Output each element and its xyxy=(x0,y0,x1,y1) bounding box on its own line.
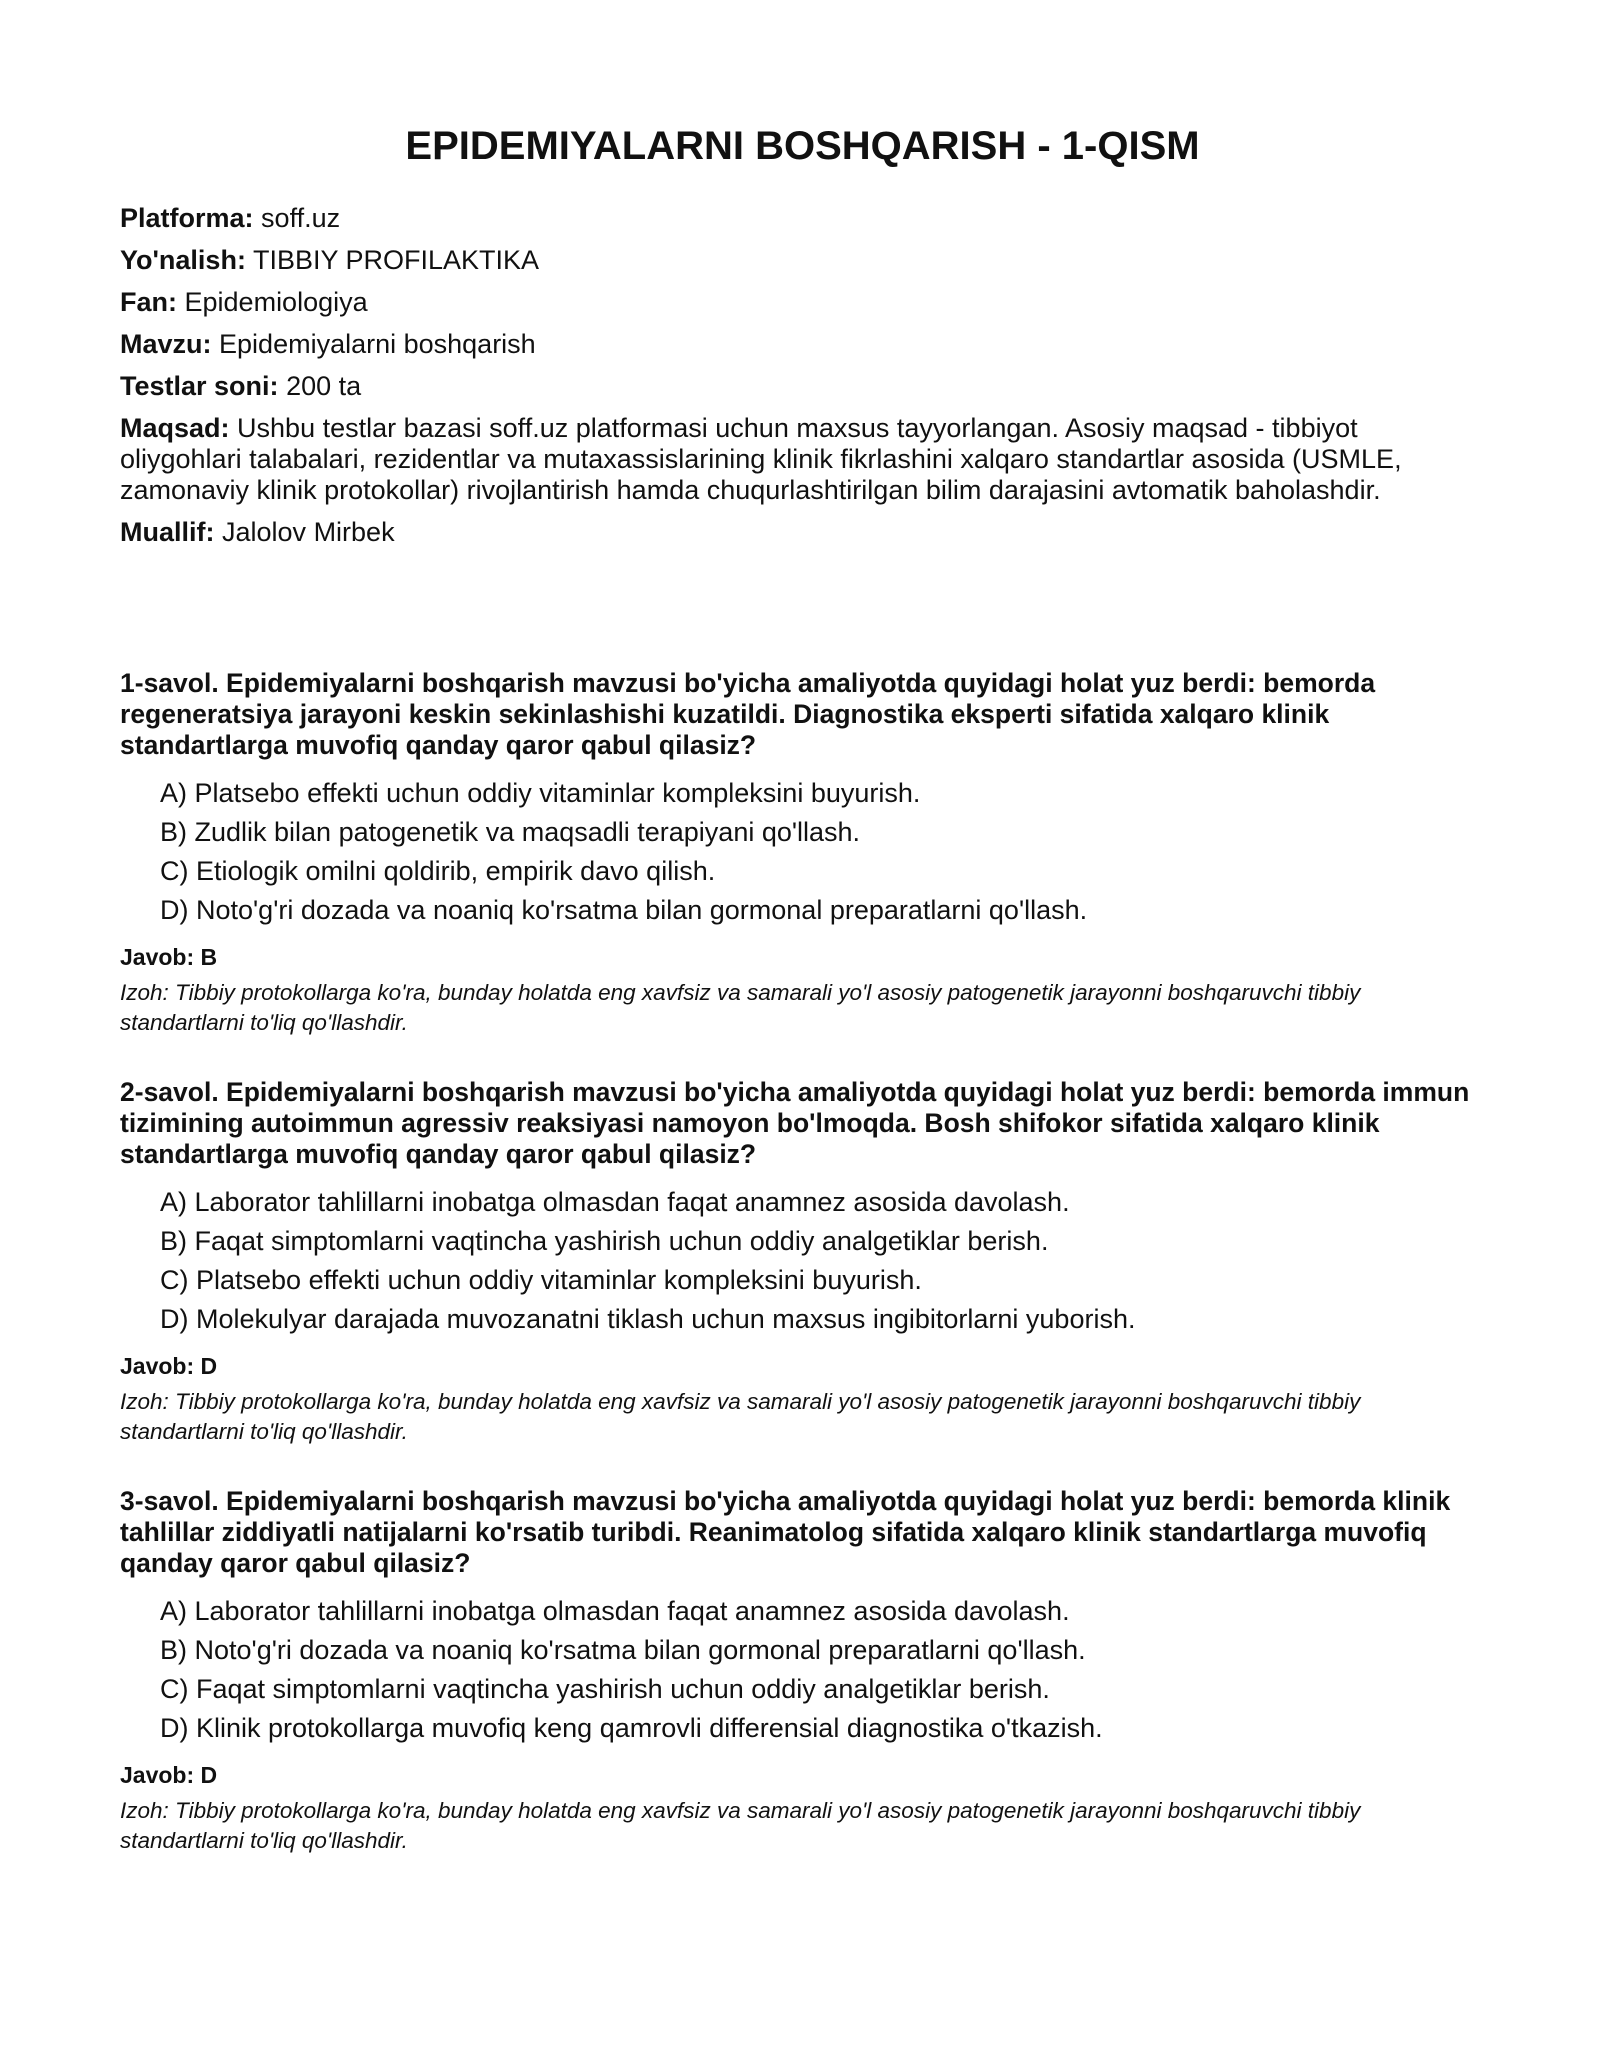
meta-value: TIBBIY PROFILAKTIKA xyxy=(252,245,540,275)
options-list xyxy=(120,1592,1485,1748)
meta-key: Yo'nalish: xyxy=(120,245,246,275)
meta-value: 200 ta xyxy=(286,371,362,401)
meta-yonalish xyxy=(120,245,1485,276)
option-b: B) Noto'g'ri dozada va noaniq ko'rsatma bilan gormonal preparatlarni qo'llash. xyxy=(160,1635,1086,1665)
meta-key: Maqsad: xyxy=(120,413,230,443)
option-b: B) Zudlik bilan patogenetik va maqsadli terapiyani qo'llash. xyxy=(160,817,861,847)
questions-list xyxy=(120,668,1485,1895)
question-text: 1-savol. Epidemiyalarni boshqarish mavzusi bo'yicha amaliyotda quyidagi holat yuz berdi: bemorda regeneratsiya jarayoni keskin sekinlashishi kuzatildi. Diagnostika eksperti sifatida xalqaro klinik standartlarga muvofiq qanday qaror qabul qilasiz? xyxy=(120,668,1376,760)
meta-maqsad xyxy=(120,413,1485,506)
meta-mavzu xyxy=(120,329,1485,360)
meta-value: Epidemiyalarni boshqarish xyxy=(219,329,536,359)
meta-value: Jalolov Mirbek xyxy=(222,517,395,547)
answer-label: Javob: D xyxy=(120,1353,218,1379)
meta-key: Fan: xyxy=(120,287,177,317)
option-d: D) Noto'g'ri dozada va noaniq ko'rsatma bilan gormonal preparatlarni qo'llash. xyxy=(160,895,1088,925)
meta-key: Mavzu: xyxy=(120,329,212,359)
question-block xyxy=(120,1486,1485,1895)
options-list xyxy=(120,1183,1485,1339)
option-a: A) Platsebo effekti uchun oddiy vitaminlar kompleksini buyurish. xyxy=(160,778,921,808)
explanation-note: Izoh: Tibbiy protokollarga ko'ra, bunday holatda eng xavfsiz va samarali yo'l asosiy patogenetik jarayonni boshqaruvchi tibbiy standartlarni to'liq qo'llashdir. xyxy=(120,980,1361,1035)
option-b: B) Faqat simptomlarni vaqtincha yashirish uchun oddiy analgetiklar berish. xyxy=(160,1226,1049,1256)
answer-label: Javob: B xyxy=(120,944,218,970)
answer-label: Javob: D xyxy=(120,1762,218,1788)
option-c: C) Faqat simptomlarni vaqtincha yashirish uchun oddiy analgetiklar berish. xyxy=(160,1674,1050,1704)
question-text: 3-savol. Epidemiyalarni boshqarish mavzusi bo'yicha amaliyotda quyidagi holat yuz berdi: bemorda klinik tahlillar ziddiyatli natijalarni ko'rsatib turibdi. Reanimatolog sifatida xalqaro klinik standartlarga muvofiq qanday qaror qabul qilasiz? xyxy=(120,1486,1451,1578)
meta-key: Platforma: xyxy=(120,203,254,233)
meta-muallif xyxy=(120,517,1485,548)
options-list xyxy=(120,774,1485,930)
option-a: A) Laborator tahlillarni inobatga olmasdan faqat anamnez asosida davolash. xyxy=(160,1596,1070,1626)
option-c: C) Etiologik omilni qoldirib, empirik davo qilish. xyxy=(160,856,716,886)
question-text: 2-savol. Epidemiyalarni boshqarish mavzusi bo'yicha amaliyotda quyidagi holat yuz berdi: bemorda immun tizimining autoimmun agressiv reaksiyasi namoyon bo'lmoqda. Bosh shifokor sifatida xalqaro klinik standartlarga muvofiq qanday qaror qabul qilasiz? xyxy=(120,1077,1470,1169)
document-title: EPIDEMIYALARNI BOSHQARISH - 1-QISM xyxy=(405,124,1200,168)
meta-value: Epidemiologiya xyxy=(184,287,368,317)
meta-fan xyxy=(120,287,1485,318)
metadata-section xyxy=(120,203,1485,559)
question-block xyxy=(120,668,1485,1077)
meta-value: Ushbu testlar bazasi soff.uz platformasi uchun maxsus tayyorlangan. Asosiy maqsad - tibbiyot oliygohlari talabalari, rezidentlar va mutaxassislarining klinik fikrlashini xalqaro standartlar asosida (USMLE, zamonaviy klinik protokollar) rivojlantirish hamda chuqurlashtirilgan bilim darajasini avtomatik baholashdir. xyxy=(120,413,1402,505)
explanation-note: Izoh: Tibbiy protokollarga ko'ra, bunday holatda eng xavfsiz va samarali yo'l asosiy patogenetik jarayonni boshqaruvchi tibbiy standartlarni to'liq qo'llashdir. xyxy=(120,1389,1361,1444)
question-block xyxy=(120,1077,1485,1486)
option-d: D) Molekulyar darajada muvozanatni tiklash uchun maxsus ingibitorlarni yuborish. xyxy=(160,1304,1136,1334)
option-d: D) Klinik protokollarga muvofiq keng qamrovli differensial diagnostika o'tkazish. xyxy=(160,1713,1103,1743)
meta-testlar-soni xyxy=(120,371,1485,402)
explanation-note: Izoh: Tibbiy protokollarga ko'ra, bunday holatda eng xavfsiz va samarali yo'l asosiy patogenetik jarayonni boshqaruvchi tibbiy standartlarni to'liq qo'llashdir. xyxy=(120,1798,1361,1853)
meta-key: Muallif: xyxy=(120,517,215,547)
meta-platforma xyxy=(120,203,1485,234)
option-a: A) Laborator tahlillarni inobatga olmasdan faqat anamnez asosida davolash. xyxy=(160,1187,1070,1217)
meta-key: Testlar soni: xyxy=(120,371,279,401)
option-c: C) Platsebo effekti uchun oddiy vitaminlar kompleksini buyurish. xyxy=(160,1265,922,1295)
meta-value: soff.uz xyxy=(261,203,341,233)
